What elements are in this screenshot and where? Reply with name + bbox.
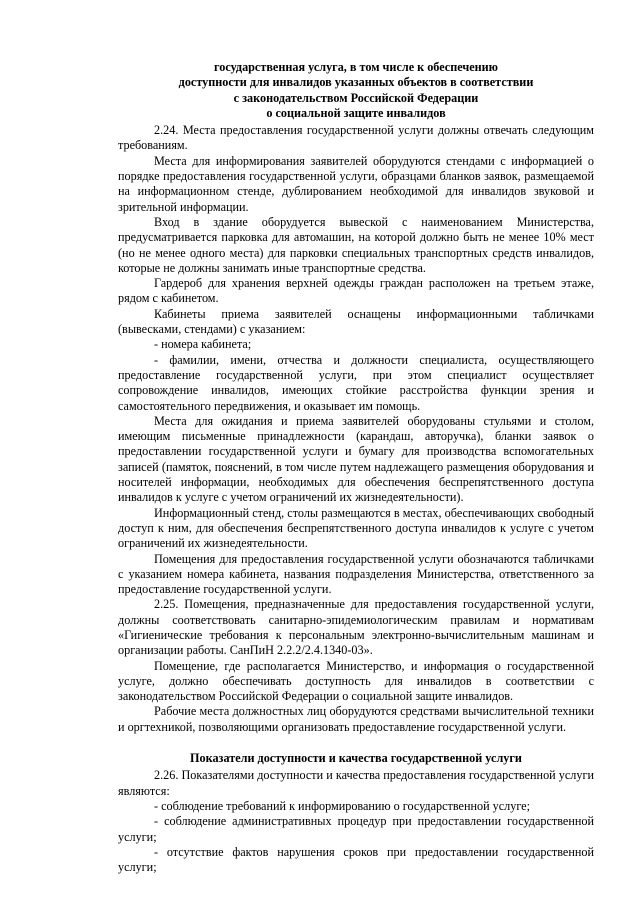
paragraph: Вход в здание оборудуется вывеской с наименованием Министерства, предусматривается парковка для автомашин, на которой должно быть не менее 10% мест (но не менее одного места) для парковки специальных транспортных средств инвалидов, которые не должны занимать иные транспортные средства. <box>118 214 594 275</box>
paragraph: 2.25. Помещения, предназначенные для предоставления государственной услуги, должны соответствовать санитарно-эпидемиологическим правилам и нормативам «Гигиенические требования к персональным электронно-вычислительным машинам и организации работы. СанПиН 2.2.2/2.4.1340-03». <box>118 597 594 658</box>
section-title: Показатели доступности и качества государственной услуги <box>190 751 522 766</box>
heading-line: доступности для инвалидов указанных объектов в соответствии <box>178 75 534 90</box>
paragraph: Помещение, где располагается Министерство, и информация о государственной услуге, должно обеспечивать доступность для инвалидов в соответствии с законодательством Российской Федерации о социальной защите инвалидов. <box>118 658 594 704</box>
section-heading <box>118 60 594 121</box>
paragraph: Кабинеты приема заявителей оснащены информационными табличками (вывесками, стендами) с указанием: <box>118 306 594 337</box>
paragraph: Помещения для предоставления государственной услуги обозначаются табличками с указанием номера кабинета, названия подразделения Министерства, ответственного за предоставление государственной услуги. <box>118 551 594 597</box>
paragraph: Места для информирования заявителей оборудуются стендами с информацией о порядке предоставления государственной услуги, образцами бланков заявок, размещаемой на информационном стенде, дублированием необходимой для инвалидов звуковой и зрительной информации. <box>118 153 594 214</box>
paragraph: Рабочие места должностных лиц оборудуются средствами вычислительной техники и оргтехникой, позволяющими организовать предоставление государственной услуги. <box>118 704 594 734</box>
heading-line: с законодательством Российской Федерации <box>233 90 479 105</box>
list-item: - номера кабинета; <box>154 337 252 352</box>
document-page <box>118 60 594 875</box>
paragraph: Информационный стенд, столы размещаются в местах, обеспечивающих свободный доступ к ним, для обеспечения беспрепятственного доступа инвалидов к услуге с учетом ограничений их жизнедеятельности. <box>118 505 594 551</box>
paragraph: Гардероб для хранения верхней одежды граждан расположен на третьем этаже, рядом с кабинетом. <box>118 276 594 306</box>
list-item: - соблюдение административных процедур при предоставлении государственной услуги; <box>118 814 594 844</box>
list-item: - соблюдение требований к информированию о государственной услуге; <box>154 798 530 813</box>
heading-line: государственная услуга, в том числе к обеспечению <box>214 60 498 74</box>
paragraph: 2.26. Показателями доступности и качества предоставления государственной услуги являются: <box>118 768 594 798</box>
paragraph: 2.24. Места предоставления государственной услуги должны отвечать следующим требованиям. <box>118 123 594 153</box>
list-item: - фамилии, имени, отчества и должности специалиста, осуществляющего предоставление государственной услуги, при этом специалист осуществляет сопровождение инвалидов, имеющих стойкие расстройства функции зрения и самостоятельного передвижения, и оказывает им помощь. <box>118 352 594 413</box>
indicators-section <box>118 751 594 875</box>
paragraph: Места для ожидания и приема заявителей оборудованы стульями и столом, имеющим письменные принадлежности (карандаш, авторучка), бланки заявок о предоставлении государственной услуги и бумагу для производства вспомогательных записей (памяток, пояснений, в том числе путем надлежащего размещения оборудования и носителей информации, необходимых для обеспечения беспрепятственного доступа инвалидов к услуге с учетом ограничений их жизнедеятельности). <box>118 413 594 505</box>
heading-line: о социальной защите инвалидов <box>266 105 446 120</box>
list-item: - отсутствие фактов нарушения сроков при предоставлении государственной услуги; <box>118 844 594 875</box>
